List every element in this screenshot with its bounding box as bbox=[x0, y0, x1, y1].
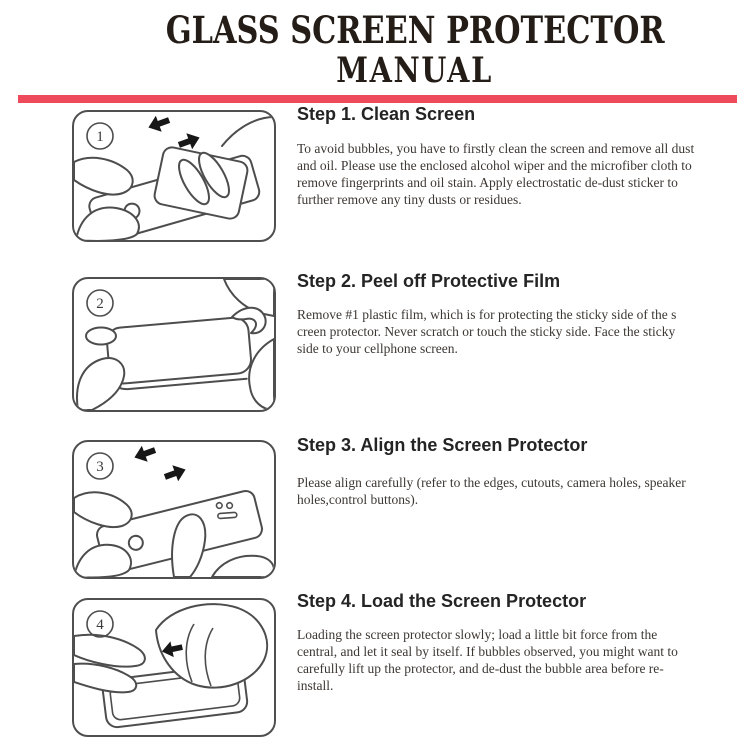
step3-heading: Step 3. Align the Screen Protector bbox=[297, 435, 588, 455]
arm-line bbox=[222, 117, 274, 146]
left-fingers bbox=[76, 208, 139, 240]
step2-body: Remove #1 plastic film, which is for protecting the sticky side of the s creen protector. Never scratch or touch the sticky side. Face the sticky side to your cellphone screen. bbox=[297, 307, 677, 356]
wipe-left-arrow-icon bbox=[146, 112, 172, 135]
left-fingers bbox=[74, 545, 131, 577]
film-outline bbox=[106, 316, 252, 384]
right-palm bbox=[249, 339, 274, 410]
align-left-arrow-icon bbox=[132, 442, 158, 465]
manual-title-line2 bbox=[80, 52, 750, 90]
right-hand bbox=[212, 556, 274, 577]
align-right-arrow-icon bbox=[162, 461, 188, 484]
step2-illustration bbox=[72, 277, 276, 412]
step3-illustration bbox=[72, 440, 276, 579]
left-finger bbox=[74, 664, 136, 693]
step-number: 2 bbox=[96, 296, 104, 312]
step2-heading: Step 2. Peel off Protective Film bbox=[297, 271, 561, 291]
left-thumb bbox=[74, 492, 132, 527]
step1-body: To avoid bubbles, you have to firstly clean the screen and remove all dust and oil. Please use the enclosed alcohol wiper and the microfiber cloth to remove fingerprints and oil stain. Apply electrostatic de-dust sticker to further remove any tiny dusts or residues. bbox=[297, 141, 695, 207]
left-thumb bbox=[74, 158, 133, 195]
step-number: 1 bbox=[96, 129, 104, 145]
protector-film bbox=[106, 316, 253, 390]
manual-title-line2-text: MANUAL bbox=[336, 50, 494, 91]
step-number: 3 bbox=[96, 459, 104, 475]
step3-figure-svg bbox=[74, 442, 274, 577]
step4-illustration bbox=[72, 598, 276, 737]
left-finger bbox=[74, 635, 145, 667]
step1-figure-svg bbox=[74, 112, 274, 240]
left-thumb bbox=[77, 358, 124, 410]
red-divider bbox=[18, 95, 737, 103]
step4-figure-svg bbox=[74, 600, 274, 735]
manual-title-line1-text: GLASS SCREEN PROTECTOR bbox=[165, 8, 665, 52]
step4-body: Loading the screen protector slowly; load a little bit force from the central, and let it seal by itself. If bubbles observed, you might want to carefully lift up the protector, and de-dust the bubble area before re-install. bbox=[297, 627, 678, 693]
step3-body: Please align carefully (refer to the edges, cutouts, camera holes, speaker holes,control buttons). bbox=[297, 475, 686, 507]
step1-illustration bbox=[72, 110, 276, 242]
step4-heading: Step 4. Load the Screen Protector bbox=[297, 591, 587, 611]
step-number: 4 bbox=[96, 617, 104, 633]
manual-title-line1 bbox=[80, 10, 750, 50]
film-tab bbox=[86, 328, 116, 345]
step2-figure-svg bbox=[74, 279, 274, 410]
step1-heading: Step 1. Clean Screen bbox=[297, 104, 476, 124]
manual-header bbox=[80, 10, 750, 90]
